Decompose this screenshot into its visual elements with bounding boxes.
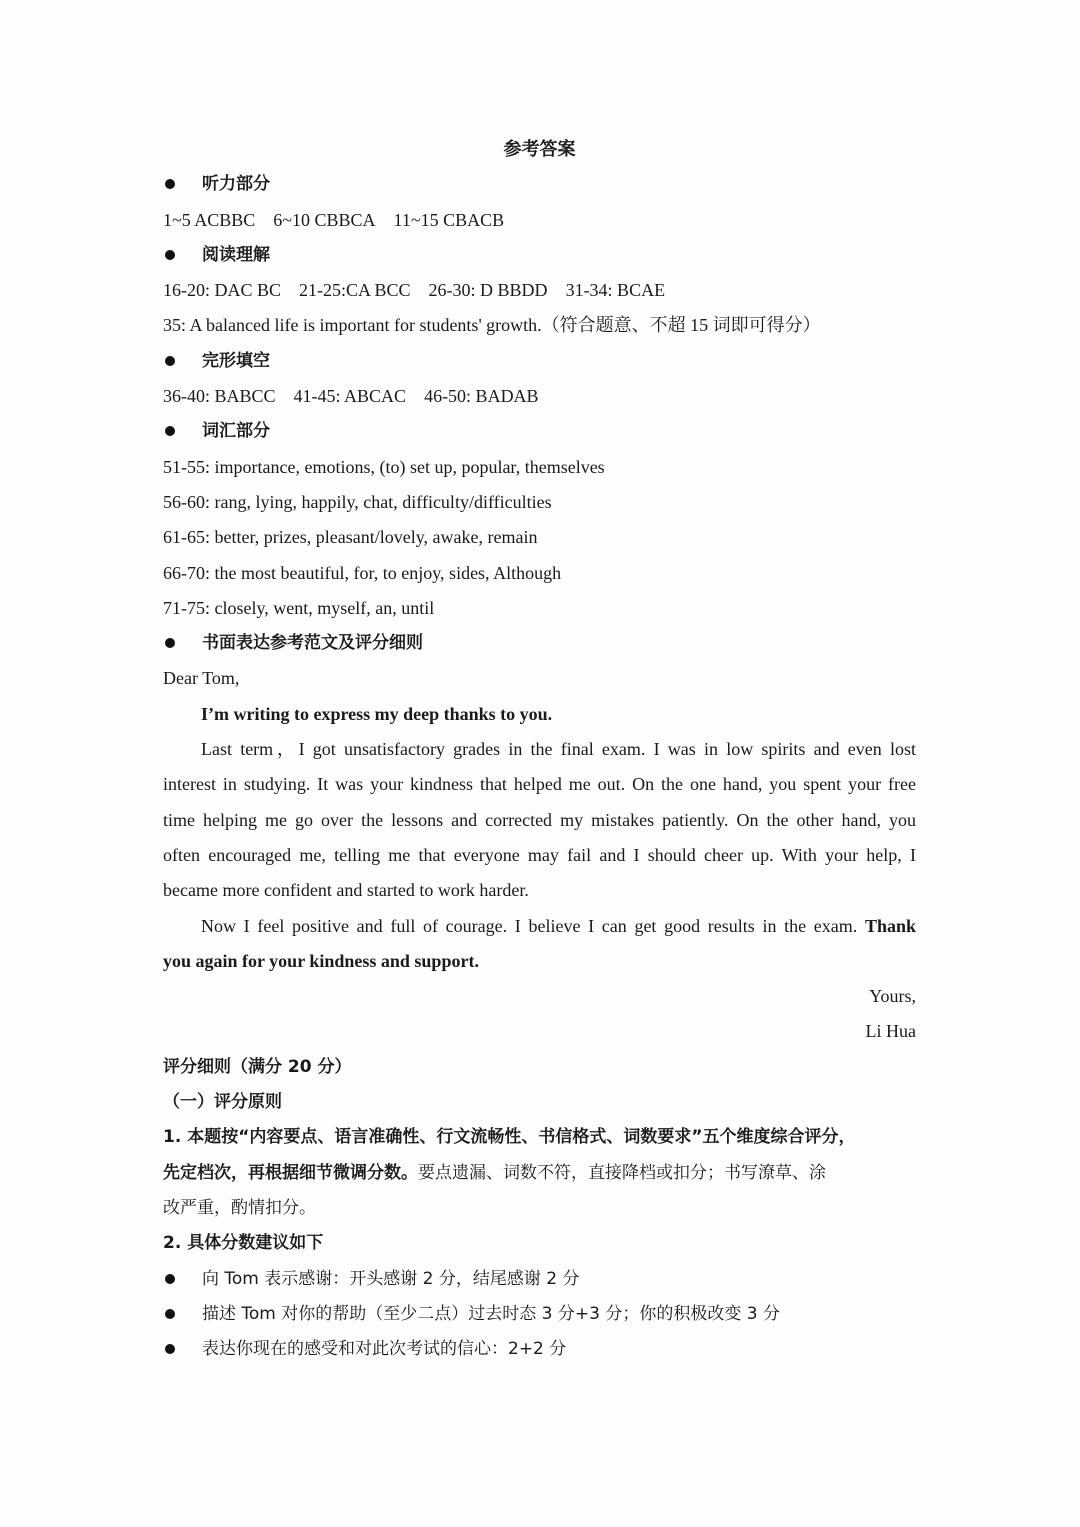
bullet-icon	[163, 1297, 202, 1332]
cloze-answers: 36-40: BABCC 41-45: ABCAC 46-50: BADAB	[163, 386, 539, 407]
letter-closing: Yours,	[869, 986, 916, 1007]
letter-body-line: became more confident and started to work harder.	[163, 880, 529, 901]
vocab-line: 71-75: closely, went, myself, an, until	[163, 597, 435, 618]
vocab-line: 51-55: importance, emotions, (to) set up, popular, themselves	[163, 456, 605, 477]
letter-signature: Li Hua	[865, 1021, 916, 1042]
scoring-rule-1-cont: 先定档次，再根据细节微调分数。要点遗漏、词数不符，直接降档或扣分；书写潦草、涂	[163, 1162, 826, 1183]
scoring-item: 表达你现在的感受和对此次考试的信心：2+2 分	[163, 1332, 916, 1367]
section-heading-reading: 阅读理解	[163, 238, 916, 273]
reading-answers: 16-20: DAC BC 21-25:CA BCC 26-30: D BBDD 31-34: BCAE	[163, 280, 666, 301]
scoring-item: 描述 Tom 对你的帮助（至少二点）过去时态 3 分+3 分；你的积极改变 3 分	[163, 1297, 916, 1332]
letter-salutation: Dear Tom,	[163, 668, 240, 689]
section-heading-listening: 听力部分	[163, 167, 916, 202]
scoring-rule-2-heading: 2. 具体分数建议如下	[163, 1233, 324, 1254]
letter-body-line: you again for your kindness and support.	[163, 950, 479, 971]
scoring-rule-1: 1. 本题按“内容要点、语言准确性、行文流畅性、书信格式、词数要求”五个维度综合评分，	[163, 1127, 856, 1148]
bullet-icon	[163, 167, 202, 202]
listening-answers: 1~5 ACBBC 6~10 CBBCA 11~15 CBACB	[163, 209, 505, 230]
bullet-icon	[163, 1262, 202, 1297]
letter-opening: I’m writing to express my deep thanks to you.	[201, 703, 553, 724]
scoring-item: 向 Tom 表示感谢：开头感谢 2 分，结尾感谢 2 分	[163, 1262, 916, 1297]
bullet-icon	[163, 626, 202, 661]
vocab-line: 61-65: better, prizes, pleasant/lovely, awake, remain	[163, 527, 538, 548]
vocab-line: 56-60: rang, lying, happily, chat, difficulty/difficulties	[163, 491, 552, 512]
scoring-rule-1-cont: 改严重，酌情扣分。	[163, 1197, 316, 1218]
letter-body-line: Now I feel positive and full of courage. I believe I can get good results in the exam. Thank	[201, 915, 917, 936]
bullet-icon	[163, 238, 202, 273]
section-heading-vocab: 词汇部分	[163, 414, 916, 449]
section-heading-cloze: 完形填空	[163, 344, 916, 379]
section-heading-writing: 书面表达参考范文及评分细则	[163, 626, 916, 661]
document-body	[163, 132, 916, 1367]
page-title: 参考答案	[503, 139, 576, 160]
bullet-icon	[163, 1332, 202, 1367]
scoring-principle-heading: （一）评分原则	[163, 1092, 282, 1113]
scoring-heading: 评分细则（满分 20 分）	[163, 1056, 352, 1077]
letter-body-line: time helping me go over the lessons and corrected my mistakes patiently. On the other hand, you	[163, 809, 916, 830]
vocab-line: 66-70: the most beautiful, for, to enjoy, sides, Although	[163, 562, 562, 583]
letter-body-line: Last term，I got unsatisfactory grades in the final exam. I was in low spirits and even lost	[201, 739, 916, 760]
reading-q35-answer: 35: A balanced life is important for students' growth.（符合题意、不超 15 词即可得分）	[163, 315, 821, 336]
bullet-icon	[163, 344, 202, 379]
letter-body-line: often encouraged me, telling me that everyone may fail and I should cheer up. With your help, I	[163, 844, 916, 865]
letter-body-line: interest in studying. It was your kindness that helped me out. On the one hand, you spent your free	[163, 774, 916, 795]
bullet-icon	[163, 414, 202, 449]
